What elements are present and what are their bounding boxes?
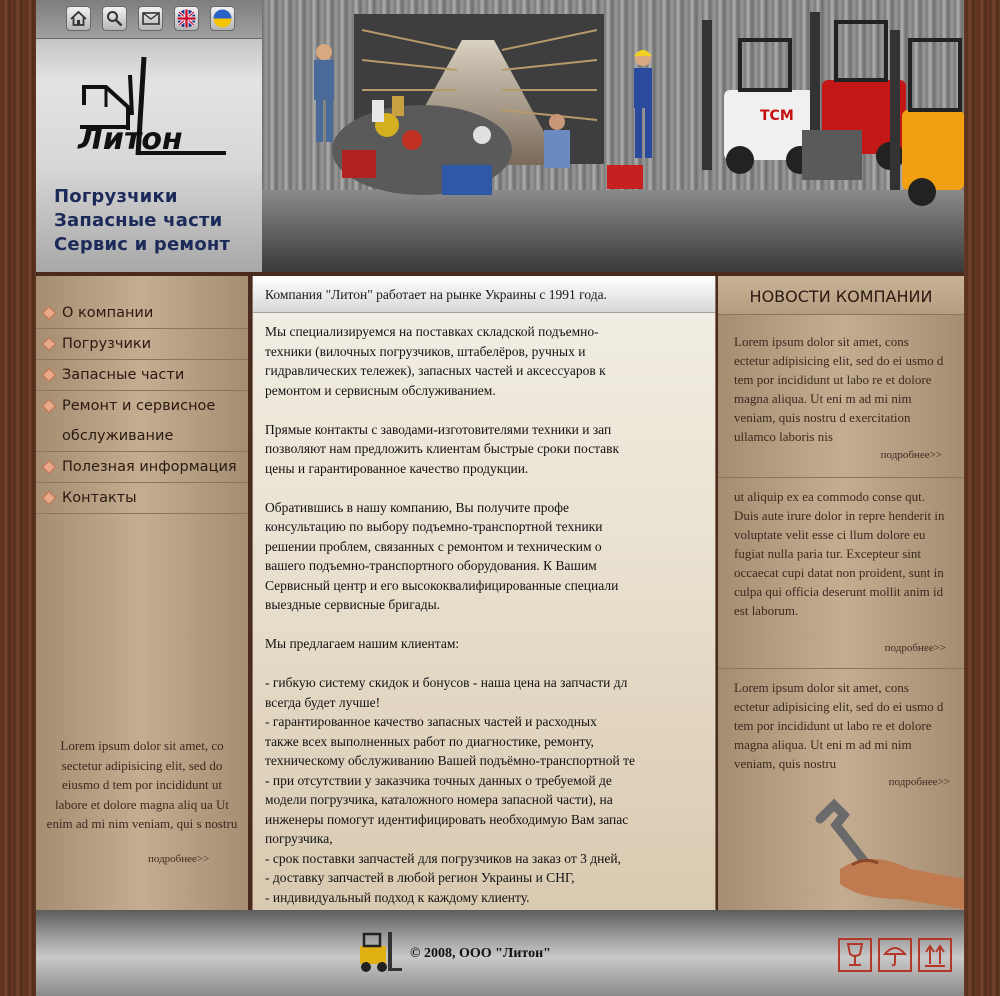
content-line: - при отсутствии у заказчика точных данных о требуемой де: [265, 772, 612, 788]
content-line: консультацию по выбору подъемно-транспортной техники: [265, 519, 603, 534]
content-line: Мы предлагаем нашим клиентам:: [265, 636, 460, 651]
sidebar-news-more-link[interactable]: подробнее>>: [148, 853, 210, 865]
footer: [36, 910, 964, 996]
news-item: [718, 669, 964, 909]
header-brand-panel: [36, 0, 262, 272]
content-line: Обратившись в нашу компанию, Вы получите профе: [265, 499, 570, 515]
content-line: позволяют нам предложить клиентам быстрые сроки поставк: [265, 441, 620, 456]
menu-item-spare-parts[interactable]: [36, 360, 248, 391]
content-line: - срок поставки запчастей для погрузчиков на заказ от 3 дней,: [265, 850, 621, 866]
content-line: - индивидуальный подход к каждому клиенту.: [265, 889, 530, 905]
hand-wrench-image: [800, 799, 964, 909]
news-item-text: Lorem ipsum dolor sit amet, cons ectetur adipisicing elit, sed do ei usmo d tem por incididunt ut labo re et dolore magna aliqua. Ut eni m ad mi nim veniam, quis nostru: [734, 680, 944, 771]
news-header: [718, 276, 964, 315]
menu-item-label: Запасные части: [62, 367, 185, 383]
menu-item-repair-service[interactable]: [36, 391, 248, 452]
news-item: [718, 478, 964, 669]
menu-item-label: О компании: [62, 305, 154, 321]
news-item: [718, 315, 964, 478]
content-line: техники (вилочных погрузчиков, штабелёров, ручных и: [265, 343, 586, 359]
this-side-up-arrows-icon: [918, 938, 952, 972]
news-item-text: ut aliquip ex ea commodo conse qut. Duis aute irure dolor in repre henderit in voluptate velit esse ci llum dolore eu fugiat nulla paria tur. Excepteur sint occaecat cupi datat non proident, sunt in culpa qui officia deserunt mollit anim id est laborum.: [734, 489, 945, 618]
content-line: также всех выполненных работ по диагностике, ремонту,: [265, 733, 594, 749]
content-line: вашего подъемно-транспортного оборудования. К Вашим: [265, 558, 597, 573]
uk-flag-icon[interactable]: [174, 6, 199, 31]
content-paragraph: [265, 498, 707, 615]
menu-item-label: Ремонт и сервисное: [62, 398, 216, 414]
content-line: погрузчика,: [265, 831, 333, 846]
menu-item-about[interactable]: [36, 298, 248, 329]
news-more-link[interactable]: подробнее>>: [888, 776, 950, 788]
svg-text:TCM: TCM: [760, 108, 794, 124]
news-more-link[interactable]: подробнее>>: [880, 449, 942, 461]
wood-border-right: [964, 0, 1000, 996]
company-logo[interactable]: [76, 55, 236, 165]
menu-item-contacts[interactable]: [36, 483, 248, 514]
menu-item-useful-info[interactable]: [36, 452, 248, 483]
search-icon[interactable]: [102, 6, 127, 31]
page-frame: [36, 0, 964, 996]
content-line: цены и гарантированное качество продукции.: [265, 460, 529, 476]
left-sidebar: [36, 276, 248, 910]
tagline-line: Запасные части: [54, 210, 223, 231]
menu-item-label: обслуживание: [62, 428, 174, 444]
header-icons-bar: [36, 0, 262, 39]
content-line: решении проблем, связанных с ремонтом и техническим о: [265, 538, 602, 554]
menu-item-forklifts[interactable]: [36, 329, 248, 360]
sidebar-news-text: Lorem ipsum dolor sit amet, co sectetur adipisicing elit, sed do eiusmo d tem por incididunt ut labore et dolore magna aliq ua Ut enim ad mi nim veniam, qui s nostru: [46, 738, 238, 831]
main-menu: [36, 298, 248, 514]
content-line: Сервисный центр и его высококвалифицированные специали: [265, 577, 619, 593]
menu-item-label: Полезная информация: [62, 459, 237, 475]
content-line: Мы специализируемся на поставках складской подъемно-: [265, 324, 599, 339]
news-more-link[interactable]: подробнее>>: [884, 642, 946, 654]
header-tagline: [54, 185, 254, 257]
content-paragraph: [265, 634, 707, 654]
news-item-text: Lorem ipsum dolor sit amet, cons ectetur adipisicing elit, sed do ei usmo d tem por incididunt ut labo re et dolore magna aliqua. Ut eni m ad mi nim veniam, quis nostru d exercitation ullamco laboris nis: [734, 334, 944, 444]
content-line: - гарантированное качество запасных частей и расходных: [265, 714, 597, 729]
content-line: инженеры помогут идентифицировать необходимую Вам запас: [265, 811, 629, 827]
forklift-icon: [350, 930, 402, 974]
content-line: гидравлических тележек), запасных частей и аксессуаров к: [265, 363, 606, 378]
tagline-line: Сервис и ремонт: [54, 234, 231, 255]
menu-item-label: Контакты: [62, 490, 137, 506]
header: [36, 0, 964, 272]
content-title-bar: [253, 276, 715, 313]
fragile-glass-icon: [838, 938, 872, 972]
news-column: [718, 276, 964, 910]
tagline-line: Погрузчики: [54, 186, 178, 207]
content-paragraph: [265, 322, 707, 400]
content-paragraph: [265, 673, 707, 907]
wood-border-left: [0, 0, 36, 996]
content-body: [265, 322, 707, 905]
page-title: Компания "Литон" работает на рынке Украины с 1991 года.: [265, 287, 607, 302]
content-line: - доставку запчастей в любой регион Украины и СНГ,: [265, 870, 575, 885]
mail-icon[interactable]: [138, 6, 163, 31]
ukraine-flag-icon[interactable]: [210, 6, 235, 31]
content-line: ремонтом и сервисным обслуживанием.: [265, 382, 496, 398]
content-line: Прямые контакты с заводами-изготовителями техники и зап: [265, 421, 612, 437]
content-line: выездные сервисные бригады.: [265, 597, 441, 612]
content-line: техническому обслуживанию Вашей подъёмно-транспортной те: [265, 753, 635, 768]
content-line: - гибкую систему скидок и бонусов - наша цена на запчасти дл: [265, 675, 628, 690]
content-paragraph: [265, 420, 707, 479]
home-icon[interactable]: [66, 6, 91, 31]
news-title: НОВОСТИ КОМПАНИИ: [749, 287, 933, 306]
header-banner-image: [262, 0, 964, 272]
content-line: всегда будет лучше!: [265, 694, 381, 710]
copyright-text: © 2008, ООО "Литон": [410, 946, 551, 961]
content-line: модели погрузчика, каталожного номера запасной части), на: [265, 792, 613, 807]
keep-dry-umbrella-icon: [878, 938, 912, 972]
logo-text: Литон: [78, 122, 183, 157]
main-content: [252, 276, 716, 910]
menu-item-label: Погрузчики: [62, 336, 152, 352]
